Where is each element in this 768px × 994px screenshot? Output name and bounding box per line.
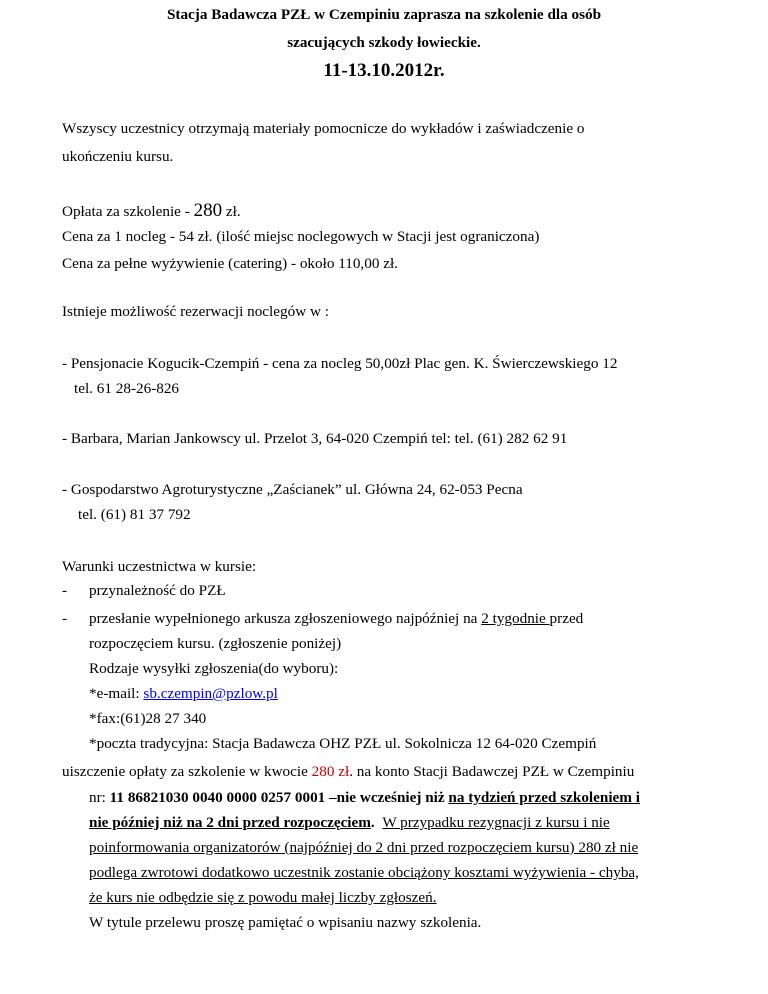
- title-line-2: szacujących szkody łowieckie.: [287, 34, 481, 51]
- payment-text: uiszczenie opłaty za szkolenie w kwocie: [62, 763, 312, 780]
- payment-deadline-start: na tydzień przed szkoleniem i: [448, 789, 640, 806]
- title-line-1: Stacja Badawcza PZŁ w Czempiniu zaprasza na szkolenie dla osób: [166, 6, 602, 23]
- accommodation-option-3: - Gospodarstwo Agroturystyczne „Zaścianek” ul. Główna 24, 62-053 Pecna: [62, 481, 523, 498]
- accommodation-intro: Istnieje możliwość rezerwacji noclegów w :: [62, 303, 329, 320]
- training-fee-amount: 280: [193, 200, 223, 221]
- email-label: *e-mail:: [89, 685, 144, 702]
- send-method-fax: *fax:(61)28 27 340: [89, 710, 207, 727]
- condition-item-2-line-2: rozpoczęciem kursu. (zgłoszenie poniżej): [89, 635, 342, 652]
- send-method-post: *poczta tradycyjna: Stacja Badawcza OHZ PZŁ ul. Sokolnicza 12 64-020 Czempiń: [89, 735, 597, 752]
- payment-amount: 280 zł: [311, 763, 350, 780]
- list-dash: -: [62, 610, 68, 627]
- condition-item-1: przynależność do PZŁ: [89, 582, 226, 599]
- night-price: Cena za 1 nocleg - 54 zł. (ilość miejsc noclegowych w Stacji jest ograniczona): [62, 228, 540, 245]
- refund-line-3: podlega zwrotowi dodatkowo uczestnik zostanie obciążony kosztami wyżywienia - chyba,: [89, 864, 639, 881]
- training-fee-label: Opłata za szkolenie -: [62, 203, 194, 220]
- accommodation-option-1-phone: tel. 61 28-26-826: [74, 380, 180, 397]
- deadline-line: [89, 814, 610, 832]
- refund-line-4: że kurs nie odbędzie się z powodu małej liczby zgłoszeń.: [89, 889, 437, 906]
- refund-line-1: W przypadku rezygnacji z kursu i nie: [382, 814, 610, 831]
- list-dash: -: [62, 582, 68, 599]
- payment-line: [62, 763, 634, 781]
- condition-item-2: [89, 610, 583, 628]
- accommodation-option-1: - Pensjonacie Kogucik-Czempiń - cena za nocleg 50,00zł Plac gen. K. Świerczewskiego 12: [62, 355, 618, 372]
- payment-text-end: . na konto Stacji Badawczej PZŁ w Czempiniu: [349, 763, 635, 780]
- intro-line-1: Wszyscy uczestnicy otrzymają materiały pomocnicze do wykładów i zaświadczenie o: [62, 120, 585, 137]
- account-label: nr:: [89, 789, 110, 806]
- condition-item-2-text: przesłanie wypełnionego arkusza zgłoszeniowego najpóźniej na: [89, 610, 482, 627]
- intro-line-2: ukończeniu kursu.: [62, 148, 174, 165]
- training-fee: [62, 200, 241, 222]
- account-line: [89, 789, 640, 807]
- accommodation-option-2: - Barbara, Marian Jankowscy ul. Przelot 3, 64-020 Czempiń tel: tel. (61) 282 62 91: [62, 430, 568, 447]
- catering-price: Cena za pełne wyżywienie (catering) - około 110,00 zł.: [62, 255, 398, 272]
- send-methods-heading: Rodzaje wysyłki zgłoszenia(do wyboru):: [89, 660, 339, 677]
- conditions-heading: Warunki uczestnictwa w kursie:: [62, 558, 257, 575]
- condition-item-2-deadline: 2 tygodnie: [481, 610, 550, 627]
- transfer-note: W tytule przelewu proszę pamiętać o wpisaniu nazwy szkolenia.: [89, 914, 482, 931]
- send-method-email: [89, 685, 278, 703]
- training-fee-currency: zł.: [222, 203, 241, 220]
- refund-line-2: poinformowania organizatorów (najpóźniej do 2 dni przed rozpoczęciem kursu) 280 zł nie: [89, 839, 639, 856]
- condition-item-2-text-end: przed: [549, 610, 584, 627]
- deadline-period: .: [370, 814, 375, 831]
- accommodation-option-3-phone: tel. (61) 81 37 792: [78, 506, 191, 523]
- email-link[interactable]: sb.czempin@pzlow.pl: [143, 685, 278, 702]
- event-dates: 11-13.10.2012r.: [323, 60, 445, 81]
- payment-deadline-end: nie później niż na 2 dni przed rozpoczęciem: [89, 814, 371, 831]
- account-number: 11 86821030 0040 0000 0257 0001 –nie wcześniej niż: [109, 789, 449, 806]
